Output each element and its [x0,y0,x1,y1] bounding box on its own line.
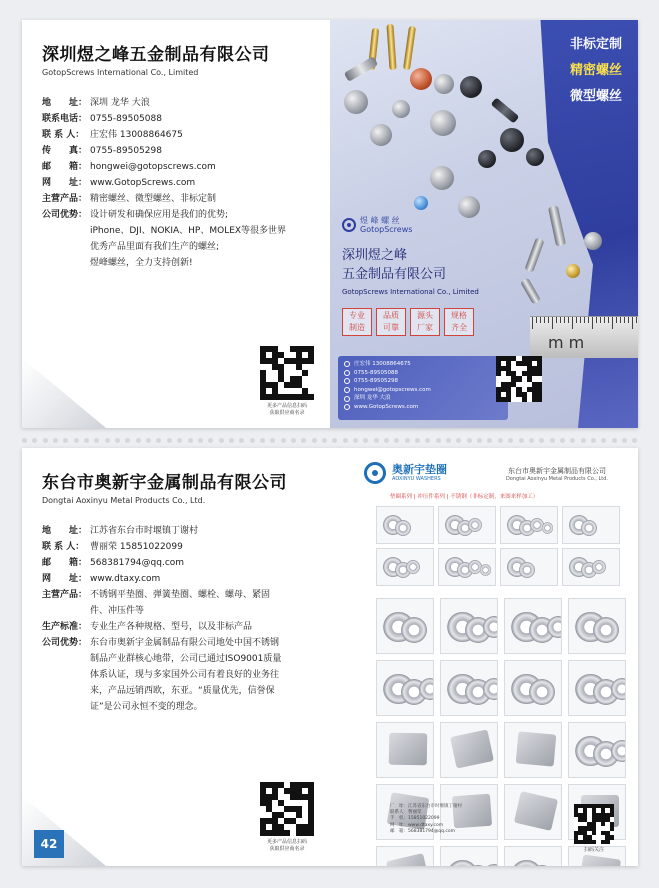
catalog-company: 东台市奥新宇金属制品有限公司 Dongtai Aoxinyu Metal Products Co., Ltd. [505,467,608,482]
washer-icon [592,560,606,574]
black-screw-icon [491,97,520,123]
screw-icon [524,237,544,272]
info-row [42,555,330,571]
brochure-name-en: GotopScrews International Co., Limited [342,288,479,296]
web-icon [344,404,350,410]
qr-code-icon[interactable] [260,782,314,836]
black-screw-icon [460,76,482,98]
washer-icon [593,617,619,643]
washer-icon [529,679,555,705]
contact-row: 深圳 龙华 大浪 [344,394,502,403]
screw-head-icon [344,90,368,114]
info-value-line: 优秀产品里面有我们生产的螺丝; [90,242,220,252]
product-thumbnail[interactable] [376,660,434,716]
info-label: 生产标准： [42,622,88,632]
product-thumbnail[interactable] [562,548,620,586]
info-row [42,587,330,619]
info-value [90,175,330,191]
ruler-image: m m [530,316,638,358]
product-thumbnail[interactable] [504,660,562,716]
info-value-line: 制品产业群核心地带，公司已通过ISO9001质量 [90,654,282,664]
page-number: 42 [34,830,64,858]
info-row [42,635,330,715]
info-value-line: 设计研发和确保应用是我们的优势; [90,210,229,220]
aoxinyu-logo: 奥新宇垫圈 AOXINYU WASHERS [364,462,447,484]
info-row [42,175,330,191]
feature-tag: 品质 可靠 [376,308,406,336]
info-label: 邮 箱： [42,558,88,568]
feature-tag: 源头 厂家 [410,308,440,336]
copper-washer-icon [410,68,432,90]
product-thumbnail[interactable] [440,660,498,716]
info-label: 主营产品： [42,194,88,204]
bottom-qr-block [260,782,314,853]
product-thumbnail[interactable] [376,722,434,778]
screw-head-icon [430,166,454,190]
feature-tag: 专业 制造 [342,308,372,336]
screw-head-icon [370,124,392,146]
info-label: 地 址： [42,98,88,108]
catalog-qr-block: 扫码关注 [574,804,614,854]
product-thumbnail[interactable] [440,598,498,654]
brass-standoff-icon [403,26,416,71]
washer-icon [547,616,562,638]
top-company-name-en: GotopScrews International Co., Limited [42,68,199,77]
product-thumbnail[interactable] [500,506,558,544]
brochure-tags [342,308,474,336]
washer-icon [519,562,536,579]
product-thumbnail[interactable] [376,506,434,544]
info-label: 公司优势： [42,210,88,220]
bottom-company-info [42,523,330,715]
brochure-slogans: 非标定制 精密螺丝 微型螺丝 [569,37,622,104]
info-row [42,539,330,555]
info-label: 地 址： [42,526,88,536]
info-row [42,571,330,587]
washer-grid-small [376,506,620,586]
gold-screw-icon [566,264,580,278]
product-thumbnail[interactable] [438,506,496,544]
info-value [90,635,330,715]
info-row [42,191,330,207]
footer-line: 网 址：www.dtaxy.com [390,822,444,828]
info-value-line: 证”是公司永恒不变的理念。 [90,702,203,712]
bottom-company-name-en: Dongtai Aoxinyu Metal Products Co., Ltd. [42,496,206,505]
product-thumbnail[interactable] [568,598,626,654]
product-thumbnail[interactable] [376,598,434,654]
info-value-line: hongwei@gotopscrews.com [90,162,216,172]
brochure-contact-panel [338,356,508,420]
washer-icon [395,520,412,537]
bottom-company-name-cn: 东台市奥新宇金属制品有限公司 [42,473,287,493]
footer-line: 联系人：曹丽荣 [390,810,422,816]
info-value [90,587,330,619]
qr-caption: 更多产品信息扫码 获取供应商名录 [266,839,307,852]
info-label: 联 系 人： [42,542,85,552]
qr-caption: 更多产品信息扫码 获取供应商名录 [266,403,307,416]
info-value [90,555,330,571]
product-thumbnail[interactable] [440,846,498,866]
top-company-info [42,95,330,271]
footer-line: 厂 址：江苏省东台市时堰镇丁谢村 [390,804,462,809]
info-value-line: 曹丽荣 15851022099 [90,542,183,552]
product-thumbnail[interactable] [568,722,626,778]
info-value-line: 不锈钢平垫圈、弹簧垫圈、螺栓、螺母、紧固 [90,590,271,600]
brochure-qr-block [496,356,542,402]
washer-icon [611,740,626,762]
contact-row: 庄宏伟 13008864675 [344,360,502,369]
washer-icon [419,678,434,700]
screw-head-icon [392,100,410,118]
washer-icon [483,864,498,866]
washer-icon [611,678,626,700]
mail-icon [344,387,350,393]
screw-head-icon [458,196,480,218]
top-qr-block [260,346,314,417]
product-thumbnail[interactable] [438,548,496,586]
product-thumbnail[interactable] [504,598,562,654]
gotop-brochure [330,20,638,428]
info-value [90,143,330,159]
top-left-page [22,20,330,428]
spread-divider [22,437,638,443]
info-label: 传 真： [42,146,88,156]
info-label: 联系电话： [42,114,88,124]
screw-head-icon [584,232,602,250]
aoxinyu-logo-icon [364,462,386,484]
washer-icon [480,564,491,575]
bottom-right-page [330,448,638,866]
info-row [42,207,330,271]
product-thumbnail[interactable] [504,784,562,840]
info-value-line: 568381794@qq.com [90,558,185,568]
phone-icon [344,370,350,376]
info-row [42,619,330,635]
contact-row: 0755-89505298 [344,377,502,386]
fax-icon [344,378,350,384]
page-curl [22,358,106,428]
top-company-name-cn: 深圳煜之峰五金制品有限公司 [42,45,270,65]
washer-icon [406,560,420,574]
catalog-footer [390,804,462,835]
info-row [42,127,330,143]
info-value-line: 江苏省东台市时堰镇丁谢村 [90,526,199,536]
black-screw-icon [478,150,496,168]
info-row [42,111,330,127]
info-row [42,159,330,175]
gotop-logo-icon [342,218,356,232]
info-row [42,95,330,111]
screw-head-icon [434,74,454,94]
info-value [90,191,330,207]
info-label: 网 址： [42,574,88,584]
info-label: 联 系 人： [42,130,85,140]
product-thumbnail[interactable] [562,506,620,544]
black-screw-icon [526,148,544,166]
contact-row: www.GotopScrews.com [344,403,502,412]
washer-icon [581,520,598,537]
info-value [90,539,330,555]
screw-icon [548,205,566,246]
brass-standoff-icon [386,24,396,70]
stamped-part-icon [579,855,621,866]
product-thumbnail[interactable] [500,548,558,586]
info-value-line: 体系认证，现与多家国外公司有着良好的业务往 [90,670,280,680]
info-value [90,111,330,127]
info-value-line: 庄宏伟 13008864675 [90,130,183,140]
product-thumbnail[interactable] [504,846,562,866]
washer-icon [542,522,553,533]
product-thumbnail[interactable] [504,722,562,778]
bottom-left-page [22,448,330,866]
info-value [90,95,330,111]
screw-icon [520,277,541,304]
info-value-line: www.GotopScrews.com [90,178,196,188]
washer-icon [468,518,482,532]
blue-patch-screw-icon [414,196,428,210]
qr-code-icon[interactable] [574,804,614,844]
info-label: 网 址： [42,178,88,188]
info-row [42,523,330,539]
product-thumbnail[interactable] [440,722,498,778]
stamped-part-icon [389,733,428,766]
screw-head-icon [430,110,456,136]
product-thumbnail[interactable] [376,548,434,586]
top-spread [22,20,638,428]
stamped-part-icon [450,729,494,768]
aoxinyu-catalog [330,448,638,866]
location-icon [344,396,350,402]
info-label: 邮 箱： [42,162,88,172]
qr-code-icon[interactable] [260,346,314,400]
footer-line: 手 机：15851022099 [390,816,440,822]
info-value-line: 来，产品远销西欧，东亚。“质量优先，信誉保 [90,686,275,696]
info-value [90,159,330,175]
info-value [90,127,330,143]
product-thumbnail[interactable] [568,660,626,716]
info-value-line: 精密螺丝、微型螺丝、非标定制 [90,194,217,204]
gotop-logo: 煜 峰 螺 丝 GotopScrews [342,216,412,234]
stamped-part-icon [386,853,430,866]
info-value [90,523,330,539]
info-value-line: 0755-89505298 [90,146,162,156]
info-label: 主营产品： [42,590,88,600]
info-value-line: www.dtaxy.com [90,574,161,584]
user-icon [344,361,350,367]
info-value-line: 专业生产各种规格、型号，以及非标产品 [90,622,253,632]
info-value [90,571,330,587]
catalog-subtitle: 垫圈系列 | 冲压件系列 | 不锈钢（非标定制，来图来样加工） [390,494,539,500]
info-value-line: 深圳 龙华 大浪 [90,98,150,108]
stamped-part-icon [516,731,557,766]
info-value-line: 0755-89505088 [90,114,162,124]
stamped-part-icon [514,791,558,831]
info-value-line: 东台市奥新宇金属制品有限公司地处中国不锈钢 [90,638,280,648]
info-label: 公司优势： [42,638,88,648]
bottom-spread [22,448,638,866]
feature-tag: 规格 齐全 [444,308,474,336]
brochure-name-cn: 深圳煜之峰 五金制品有限公司 [342,248,447,282]
black-screw-icon [500,128,524,152]
info-value [90,619,330,635]
contact-row: 0755-89505088 [344,369,502,378]
contact-row: hongwei@gotopscrews.com [344,386,502,395]
info-row [42,143,330,159]
washer-icon [483,678,498,700]
info-value [90,207,330,271]
washer-icon [483,616,498,638]
washer-icon [401,617,427,643]
info-value-line: 煜峰螺丝，全力支持创新! [90,258,193,268]
product-thumbnail[interactable] [376,846,434,866]
qr-code-icon[interactable] [496,356,542,402]
footer-line: 邮 箱：568381794@qq.com [390,828,456,834]
info-value-line: iPhone、DJI、NOKIA、HP、MOLEX等很多世界 [90,226,287,236]
info-value-line: 件、冲压件等 [90,606,145,616]
top-right-page [330,20,638,428]
